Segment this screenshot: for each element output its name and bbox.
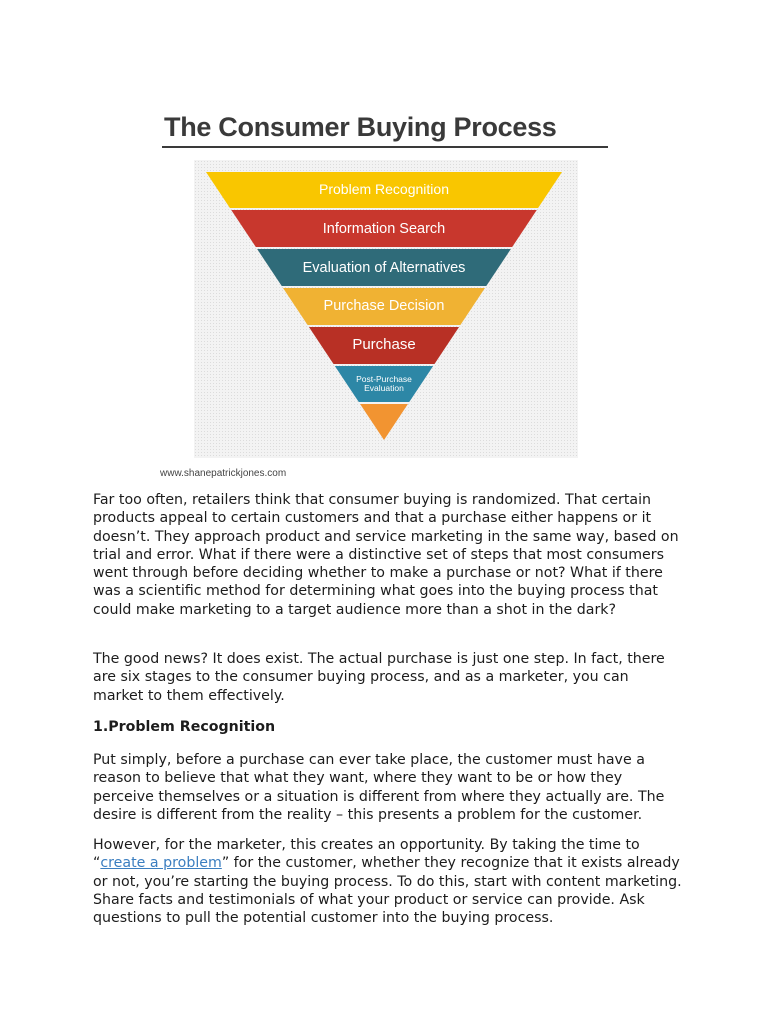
image-credit: www.shanepatrickjones.com (160, 468, 287, 479)
create-a-problem-link[interactable]: create a problem (100, 855, 222, 872)
intro-paragraph: Far too often, retailers think that consumer buying is randomized. That certain products appeal to certain customers and that a purchase either happens or it doesn’t. They approach product and service marketing in the same way, based on trial and error. What if there were a distinctive set of steps that most consumers went through before deciding whether to make a purchase or not? What if there was a scientific method for determining what goes into the buying process that could make marketing to a target audience more than a shot in the dark? (93, 492, 679, 618)
stage-label-evaluation: Evaluation (364, 383, 404, 393)
funnel-tip-band (360, 404, 408, 440)
paragraph-text-after-link: ” for the customer, whether they recognize that it exists already or not, you’re starting the buying process. To do this, start with content marketing. Share facts and testimonials of what your product or service can provide. Ask questions to pull the potential customer into the buying process. (93, 855, 682, 927)
funnel-diagram (194, 160, 578, 458)
figure-title: The Consumer Buying Process (164, 112, 557, 142)
stage-label-information-search: Information Search (322, 221, 446, 237)
stage-label-evaluation-of-alternatives: Evaluation of Alternatives (302, 260, 466, 276)
section-heading-problem-recognition: 1.Problem Recognition (93, 719, 276, 735)
stage-label-post-purchase: Post-Purchase (356, 374, 412, 384)
buying-process-figure (160, 108, 612, 488)
stage-label-problem-recognition: Problem Recognition (319, 181, 449, 197)
problem-recognition-paragraph: Put simply, before a purchase can ever take place, the customer must have a reason to believe that what they want, where they want to be or how they perceive themselves or a situation is different from where they actually are. The desire is different from the reality – this presents a problem for the customer. (93, 752, 665, 823)
marketer-opportunity-paragraph (93, 836, 683, 927)
paragraph-text-before-link: However, for the marketer, this creates an opportunity. By taking the time to “ (93, 837, 640, 872)
good-news-paragraph: The good news? It does exist. The actual purchase is just one step. In fact, there are six stages to the consumer buying process, and as a marketer, you can market to them effectively. (93, 651, 665, 704)
stage-label-purchase-decision: Purchase Decision (323, 298, 445, 314)
stage-label-purchase: Purchase (352, 336, 416, 353)
title-underline (162, 146, 608, 148)
